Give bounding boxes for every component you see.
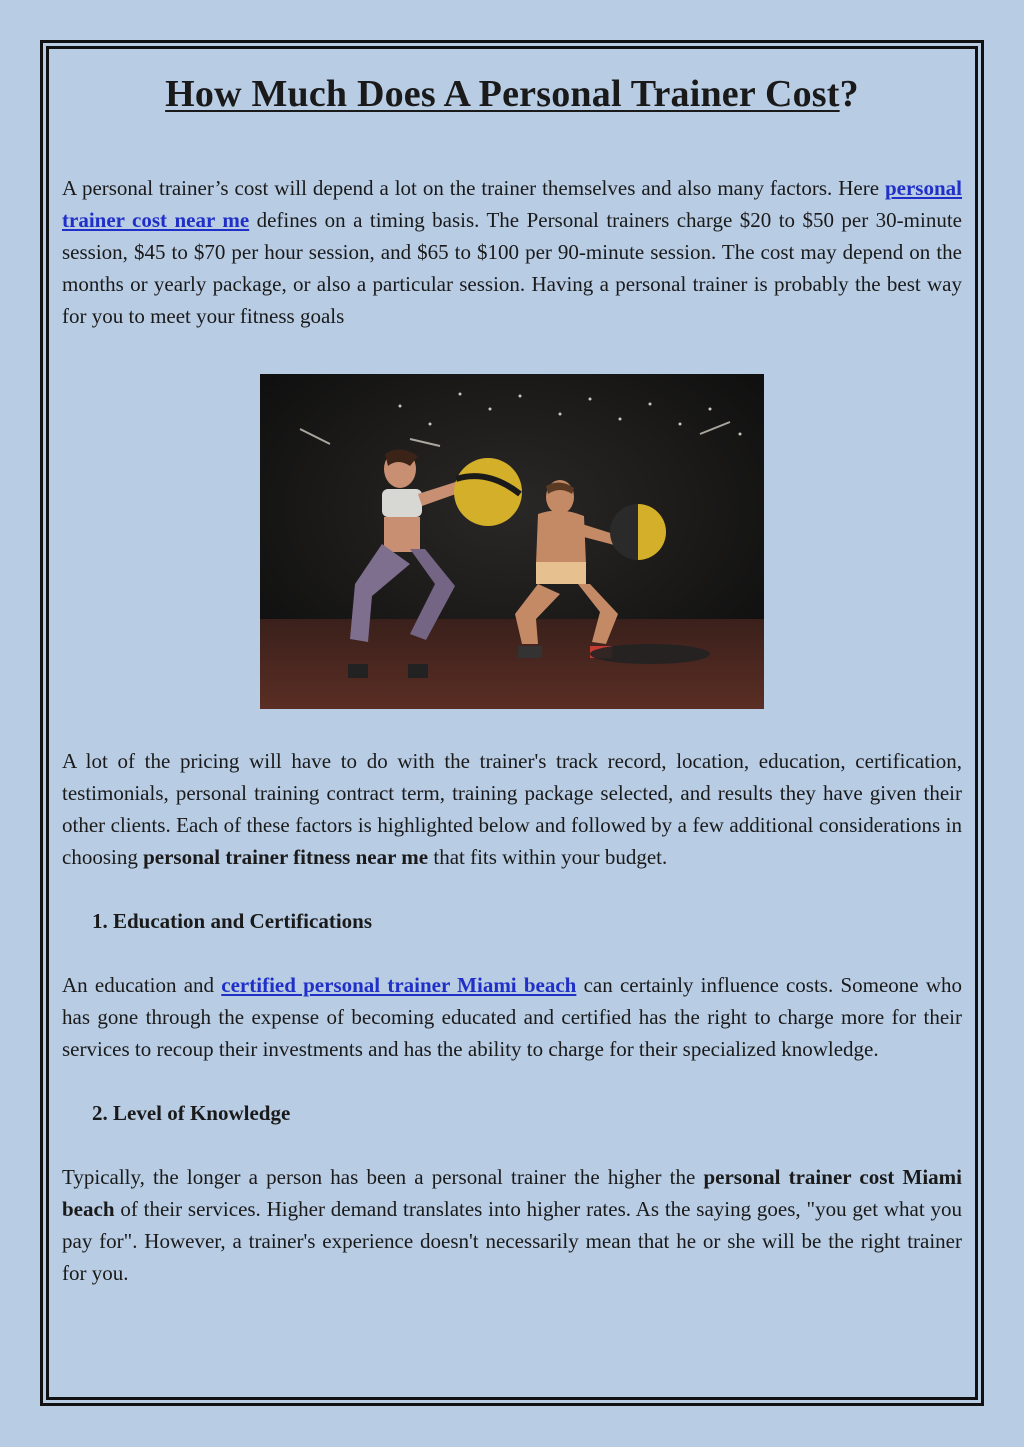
education-paragraph (62, 969, 962, 1065)
intro-text-start: A personal trainer’s cost will depend a lot on the trainer themselves and also many factors. Here (62, 176, 885, 200)
pricing-text-end: that fits within your budget. (428, 845, 668, 869)
pricing-paragraph (62, 745, 962, 873)
document-body (62, 68, 962, 1289)
certified-trainer-miami-link[interactable]: certified personal trainer Miami beach (221, 973, 577, 997)
personal-trainer-cost-link[interactable]: personal trainer cost near me (62, 176, 962, 232)
knowledge-text-start: Typically, the longer a person has been a personal trainer the higher the (62, 1165, 704, 1189)
page-title (62, 68, 962, 120)
page-title-text: How Much Does A Personal Trainer Cost (165, 73, 840, 115)
intro-text-end: defines on a timing basis. The Personal trainers charge $20 to $50 per 30-minute session, $45 to $70 per hour session, and $65 to $100 per 90-minute session. The cost may depend on the months or yearly package, or also a particular session. Having a personal trainer is probably the best way for you to meet your fitness goals (62, 208, 962, 328)
knowledge-bold-phrase: personal trainer cost Miami beach (62, 1165, 962, 1221)
section-heading-knowledge: 2. Level of Knowledge (92, 1101, 291, 1125)
knowledge-paragraph (62, 1161, 962, 1289)
knowledge-text-end: of their services. Higher demand translates into higher rates. As the saying goes, "you get what you pay for". However, a trainer's experience doesn't necessarily mean that he or she will be the right trainer for you. (62, 1197, 962, 1285)
photo-container (62, 374, 962, 709)
page-title-mark: ? (839, 73, 859, 115)
pricing-bold-phrase: personal trainer fitness near me (143, 845, 429, 869)
section-heading-education: 1. Education and Certifications (92, 909, 373, 933)
gym-photo (260, 374, 764, 709)
intro-paragraph (62, 172, 962, 332)
education-text-start: An education and (62, 973, 222, 997)
education-text-end: can certainly influence costs. Someone who has gone through the expense of becoming educated and certified has the right to charge more for their services to recoup their investments and has the ability to charge for their specialized knowledge. (62, 973, 962, 1061)
pricing-text-start: A lot of the pricing will have to do with the trainer's track record, location, education, certification, testimonials, personal training contract term, training package selected, and results they have given their other clients. Each of these factors is highlighted below and followed by a few additional considerations in choosing (62, 749, 962, 869)
